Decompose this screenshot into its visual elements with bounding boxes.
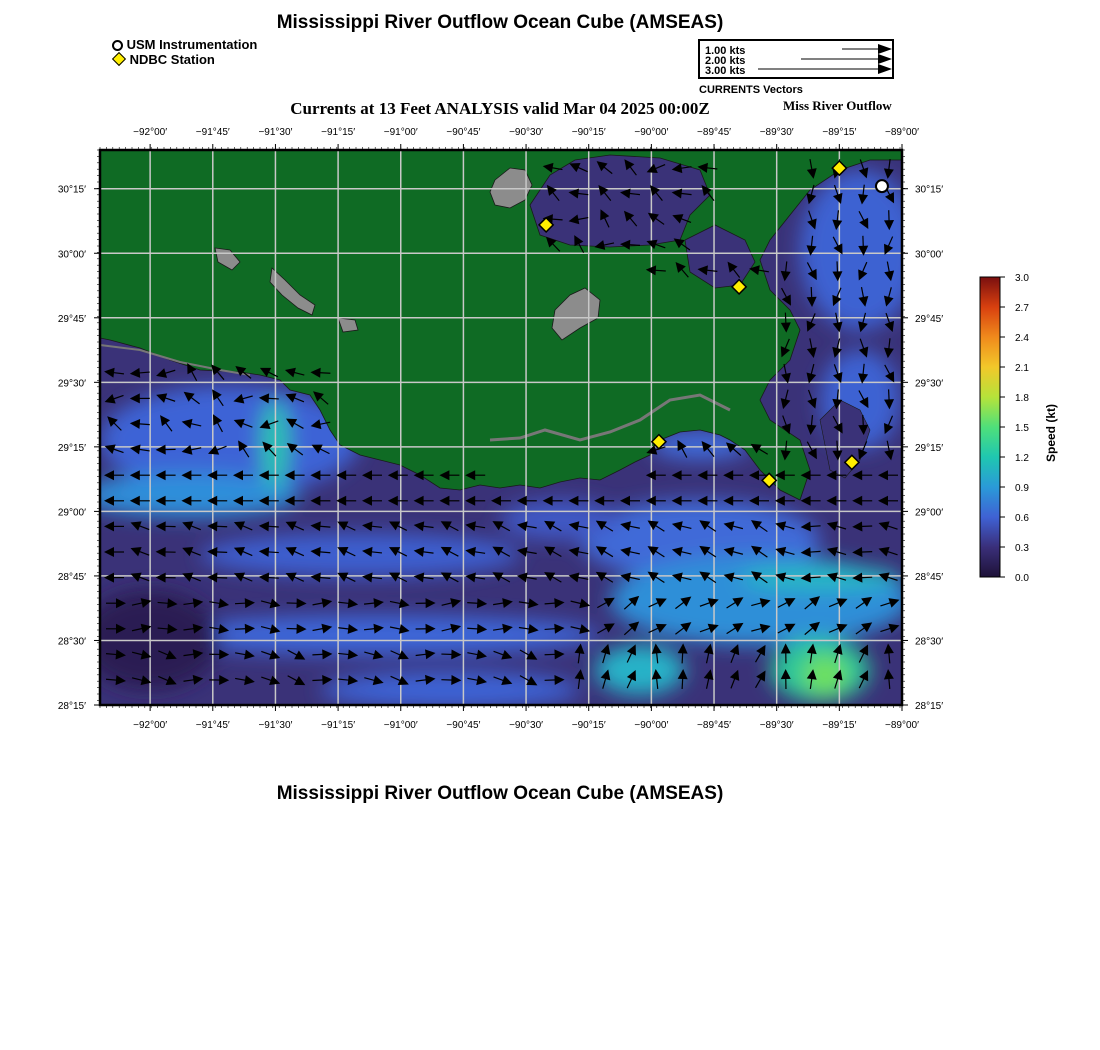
lat-tick-label: 30°15′: [915, 184, 944, 196]
lon-tick-label: −91°45′: [195, 720, 230, 731]
vector-scale-title: CURRENTS Vectors: [699, 84, 803, 96]
lon-tick-label: −89°00′: [885, 720, 919, 731]
lon-tick-label: −90°00′: [634, 720, 669, 731]
colorbar-tick-label: 2.4: [1015, 333, 1029, 344]
lat-tick-label: 28°15′: [915, 701, 944, 712]
lat-tick-label: 28°45′: [915, 571, 944, 583]
vector-scale-label-1: 1.00 kts: [705, 45, 746, 57]
lat-tick-label: 30°00′: [915, 249, 944, 261]
lat-tick-label: 29°30′: [57, 378, 86, 390]
colorbar-tick-label: 1.5: [1015, 423, 1029, 434]
colorbar-tick-label: 2.1: [1015, 363, 1029, 374]
colorbar-tick-label: 2.7: [1015, 303, 1029, 314]
lat-tick-label: 29°15′: [57, 442, 86, 454]
lon-tick-label: −89°00′: [885, 127, 919, 138]
colorbar-tick-label: 1.2: [1015, 453, 1029, 464]
lon-tick-label: −91°00′: [383, 127, 418, 138]
lat-tick-label: 29°00′: [915, 507, 944, 519]
colorbar-tick-label: 0.9: [1015, 483, 1029, 494]
map-subtitle: Currents at 13 Feet ANALYSIS valid Mar 04 2025 00:00Z: [290, 99, 710, 118]
lon-tick-label: −91°45′: [195, 127, 230, 138]
lon-tick-label: −90°15′: [571, 720, 606, 731]
lon-tick-label: −89°15′: [822, 127, 857, 138]
colorbar-tick-label: 0.6: [1015, 513, 1029, 524]
usm-legend-label: USM Instrumentation: [126, 37, 258, 52]
lon-tick-label: −89°15′: [822, 720, 857, 731]
lon-tick-label: −91°15′: [321, 720, 356, 731]
lat-tick-label: 28°30′: [57, 636, 86, 648]
lon-tick-label: −90°00′: [634, 127, 669, 138]
page-title: Mississippi River Outflow Ocean Cube (AMSEAS): [276, 12, 724, 33]
lon-tick-label: −90°30′: [509, 127, 544, 138]
lat-tick-label: 30°00′: [57, 249, 86, 261]
region-label: Miss River Outflow: [783, 98, 892, 113]
lon-tick-label: −90°45′: [446, 720, 481, 731]
lon-tick-label: −89°30′: [759, 720, 794, 731]
lon-tick-label: −91°00′: [383, 720, 418, 731]
usm-station-marker: [876, 180, 888, 192]
colorbar-title: Speed (kt): [1044, 403, 1058, 462]
lon-tick-label: −89°45′: [697, 720, 732, 731]
lat-tick-label: 30°15′: [57, 184, 86, 196]
lat-tick-label: 28°45′: [57, 571, 86, 583]
lat-tick-label: 29°45′: [57, 313, 86, 325]
lat-tick-label: 29°00′: [57, 507, 86, 519]
vector-scale-label-3: 3.00 kts: [705, 65, 746, 77]
lon-tick-label: −91°15′: [321, 127, 356, 138]
lon-tick-label: −92°00′: [133, 127, 168, 138]
lon-tick-label: −89°45′: [697, 127, 732, 138]
lat-tick-label: 29°15′: [915, 442, 944, 454]
lon-tick-label: −90°45′: [446, 127, 481, 138]
lon-tick-label: −89°30′: [759, 127, 794, 138]
colorbar-tick-label: 0.0: [1015, 573, 1029, 584]
lon-tick-label: −91°30′: [258, 127, 293, 138]
lat-tick-label: 29°45′: [915, 313, 944, 325]
ndbc-legend-label: NDBC Station: [129, 52, 215, 67]
lat-tick-label: 29°30′: [915, 378, 944, 390]
lon-tick-label: −90°30′: [509, 720, 544, 731]
colorbar-ticks: [1000, 273, 1029, 584]
lon-tick-label: −92°00′: [133, 720, 168, 731]
colorbar: [980, 277, 1000, 577]
vector-scale-label-2: 2.00 kts: [705, 55, 746, 67]
lat-tick-label: 28°15′: [57, 701, 86, 712]
colorbar-tick-label: 0.3: [1015, 543, 1029, 554]
lat-tick-label: 28°30′: [915, 636, 944, 648]
colorbar-tick-label: 1.8: [1015, 393, 1029, 404]
colorbar-tick-label: 3.0: [1015, 273, 1029, 284]
second-title: Mississippi River Outflow Ocean Cube (AMSEAS): [276, 783, 724, 804]
lon-tick-label: −90°15′: [571, 127, 606, 138]
lon-tick-label: −91°30′: [258, 720, 293, 731]
